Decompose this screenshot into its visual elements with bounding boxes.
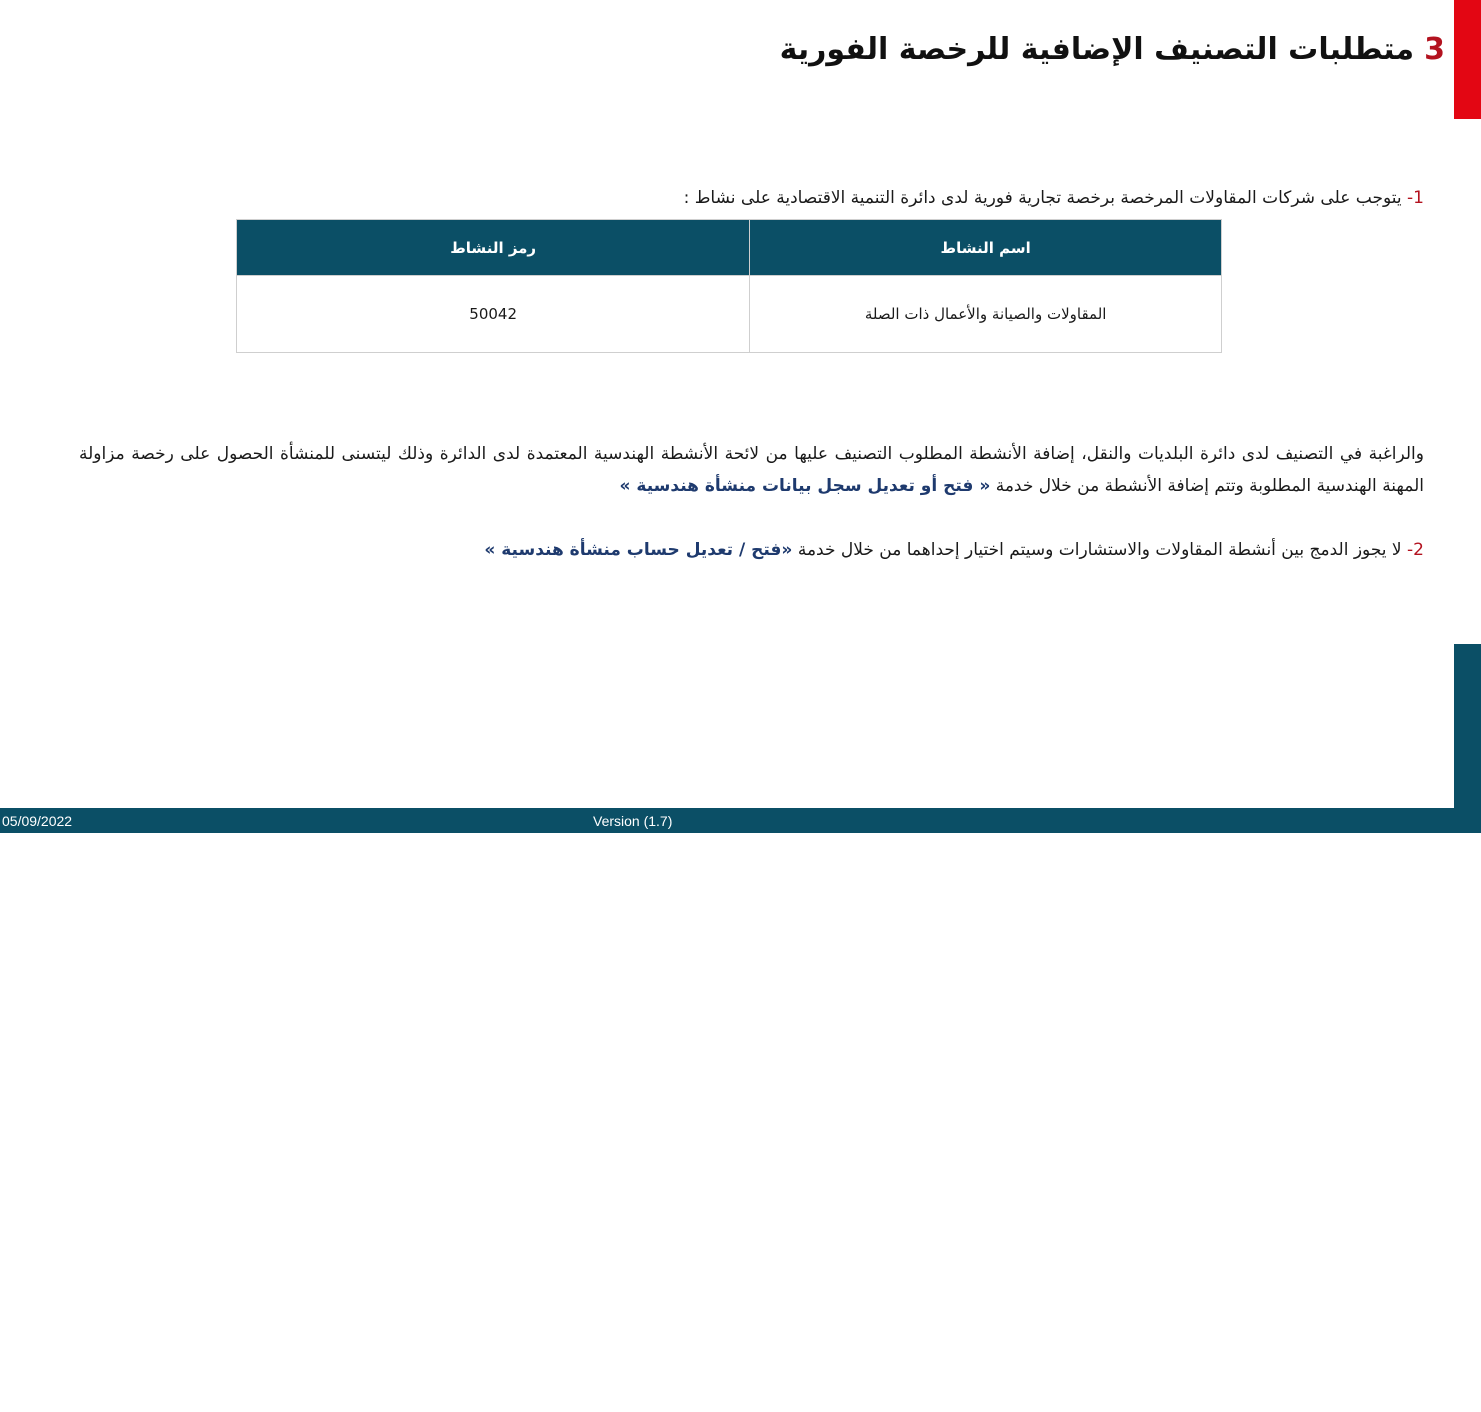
footer-version: Version (1.7)	[593, 813, 673, 829]
header-activity-code: رمز النشاط	[237, 220, 750, 276]
cell-activity-code: 50042	[237, 276, 750, 353]
page-number: 12	[1461, 1396, 1477, 1412]
service-link-open-edit-record[interactable]: « فتح أو تعديل سجل بيانات منشأة هندسية »	[619, 476, 991, 496]
point-1	[684, 182, 1424, 214]
service-link-open-edit-account[interactable]: «فتح / تعديل حساب منشأة هندسية »	[484, 540, 793, 560]
point-1-text: يتوجب على شركات المقاولات المرخصة برخصة تجارية فورية لدى دائرة التنمية الاقتصادية على نشاط :	[683, 188, 1402, 208]
middle-paragraph	[79, 438, 1424, 502]
header-activity-name: اسم النشاط	[750, 220, 1222, 276]
point-1-number: 1-	[1407, 188, 1424, 208]
point-2-text: لا يجوز الدمج بين أنشطة المقاولات والاستشارات وسيتم اختيار إحداهما من خلال خدمة	[797, 540, 1402, 560]
table-row	[237, 276, 1222, 353]
title-number: 3	[1424, 32, 1445, 67]
side-bar	[1454, 644, 1481, 1412]
footer-bar	[0, 808, 1454, 833]
middle-paragraph-text: والراغبة في التصنيف لدى دائرة البلديات والنقل، إضافة الأنشطة المطلوب التصنيف عليها من لائحة الأنشطة الهندسية المعتمدة لدى الدائرة وذلك ليتسنى للمنشأة الحصول على رخصة مزاولة المهنة الهندسية المطلوبة وتتم إضافة الأنشطة من خلال خدمة	[79, 444, 1424, 496]
title-text: متطلبات التصنيف الإضافية للرخصة الفورية	[779, 32, 1415, 67]
slide-title	[780, 32, 1445, 67]
accent-bar	[1454, 0, 1481, 119]
table-header-row	[237, 220, 1222, 276]
footer-date: 05/09/2022	[2, 813, 73, 829]
point-2	[484, 534, 1424, 566]
point-2-number: 2-	[1407, 540, 1424, 560]
cell-activity-name: المقاولات والصيانة والأعمال ذات الصلة	[750, 276, 1222, 353]
activities-table	[236, 219, 1222, 353]
